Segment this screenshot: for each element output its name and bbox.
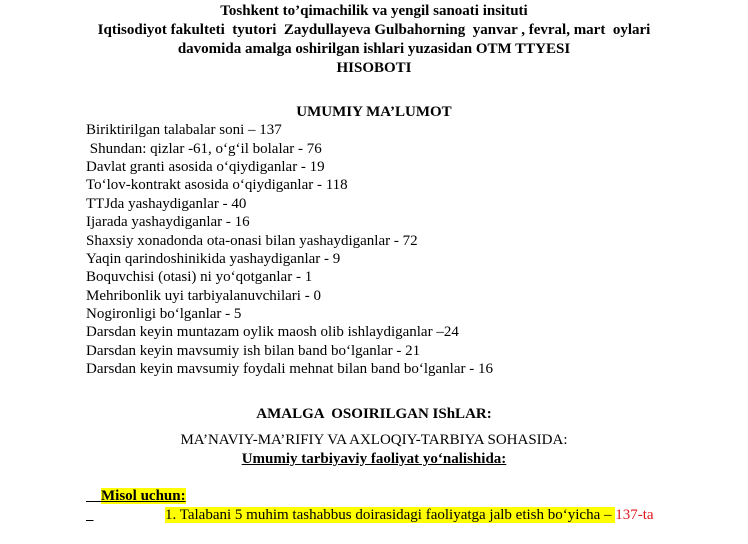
list-item: Boquvchisi (otasi) ni yo‘qotganlar - 1 [86, 269, 313, 285]
work-item-1-value: 137-ta [615, 507, 654, 523]
example-label: Misol uchun: [101, 488, 186, 504]
list-item: Darsdan keyin muntazam oylik maosh olib ishlaydiganlar –24 [86, 324, 459, 340]
list-item: Mehribonlik uyi tarbiyalanuvchilari - 0 [86, 288, 321, 304]
list-item: Biriktirilgan talabalar soni – 137 [86, 122, 282, 138]
list-item: Shundan: qizlar -61, o‘g‘il bolalar - 76 [86, 141, 322, 157]
header-period: davomida amalga oshirilgan ishlari yuzasidan OTM TTYESI [177, 41, 571, 57]
list-item: Davlat granti asosida o‘qiydiganlar - 19 [86, 159, 325, 175]
general-info-heading: UMUMIY MA’LUMOT [296, 104, 452, 120]
spiritual-section-heading: MA’NAVIY-MA’RIFIY VA AXLOQIY-TARBIYA SOHASIDA: [180, 432, 568, 448]
list-item: Darsdan keyin mavsumiy ish bilan band bo‘lganlar - 21 [86, 343, 421, 359]
work-item-1 [150, 487, 654, 544]
list-item: TTJda yashaydiganlar - 40 [86, 196, 247, 212]
header-report-title: HISOBOTI [336, 60, 412, 76]
header-institute: Toshkent to’qimachilik va yengil sanoati insituti [220, 3, 528, 19]
list-item: Ijarada yashaydiganlar - 16 [86, 214, 250, 230]
list-item: To‘lov-kontrakt asosida o‘qiydiganlar - 118 [86, 177, 348, 193]
list-item: Darsdan keyin mavsumiy foydali mehnat bilan band bo‘lganlar - 16 [86, 361, 493, 377]
direction-heading: Umumiy tarbiyaviy faoliyat yo‘nalishida: [241, 451, 507, 467]
header-faculty-tutor: Iqtisodiyot fakulteti tyutori Zaydullayeva Gulbahorning yanvar , fevral, mart oylari [97, 22, 651, 38]
work-item-1-text: 1. Talabani 5 muhim tashabbus doirasidagi faoliyatga jalb etish bo‘yicha – [165, 507, 616, 523]
list-item: Shaxsiy xonadonda ota-onasi bilan yashaydiganlar - 72 [86, 233, 418, 249]
list-item: Nogironligi bo‘lganlar - 5 [86, 306, 242, 322]
list-item: Yaqin qarindoshinikida yashaydiganlar - 9 [86, 251, 341, 267]
works-heading: AMALGA OSOIRILGAN IShLAR: [256, 406, 492, 422]
